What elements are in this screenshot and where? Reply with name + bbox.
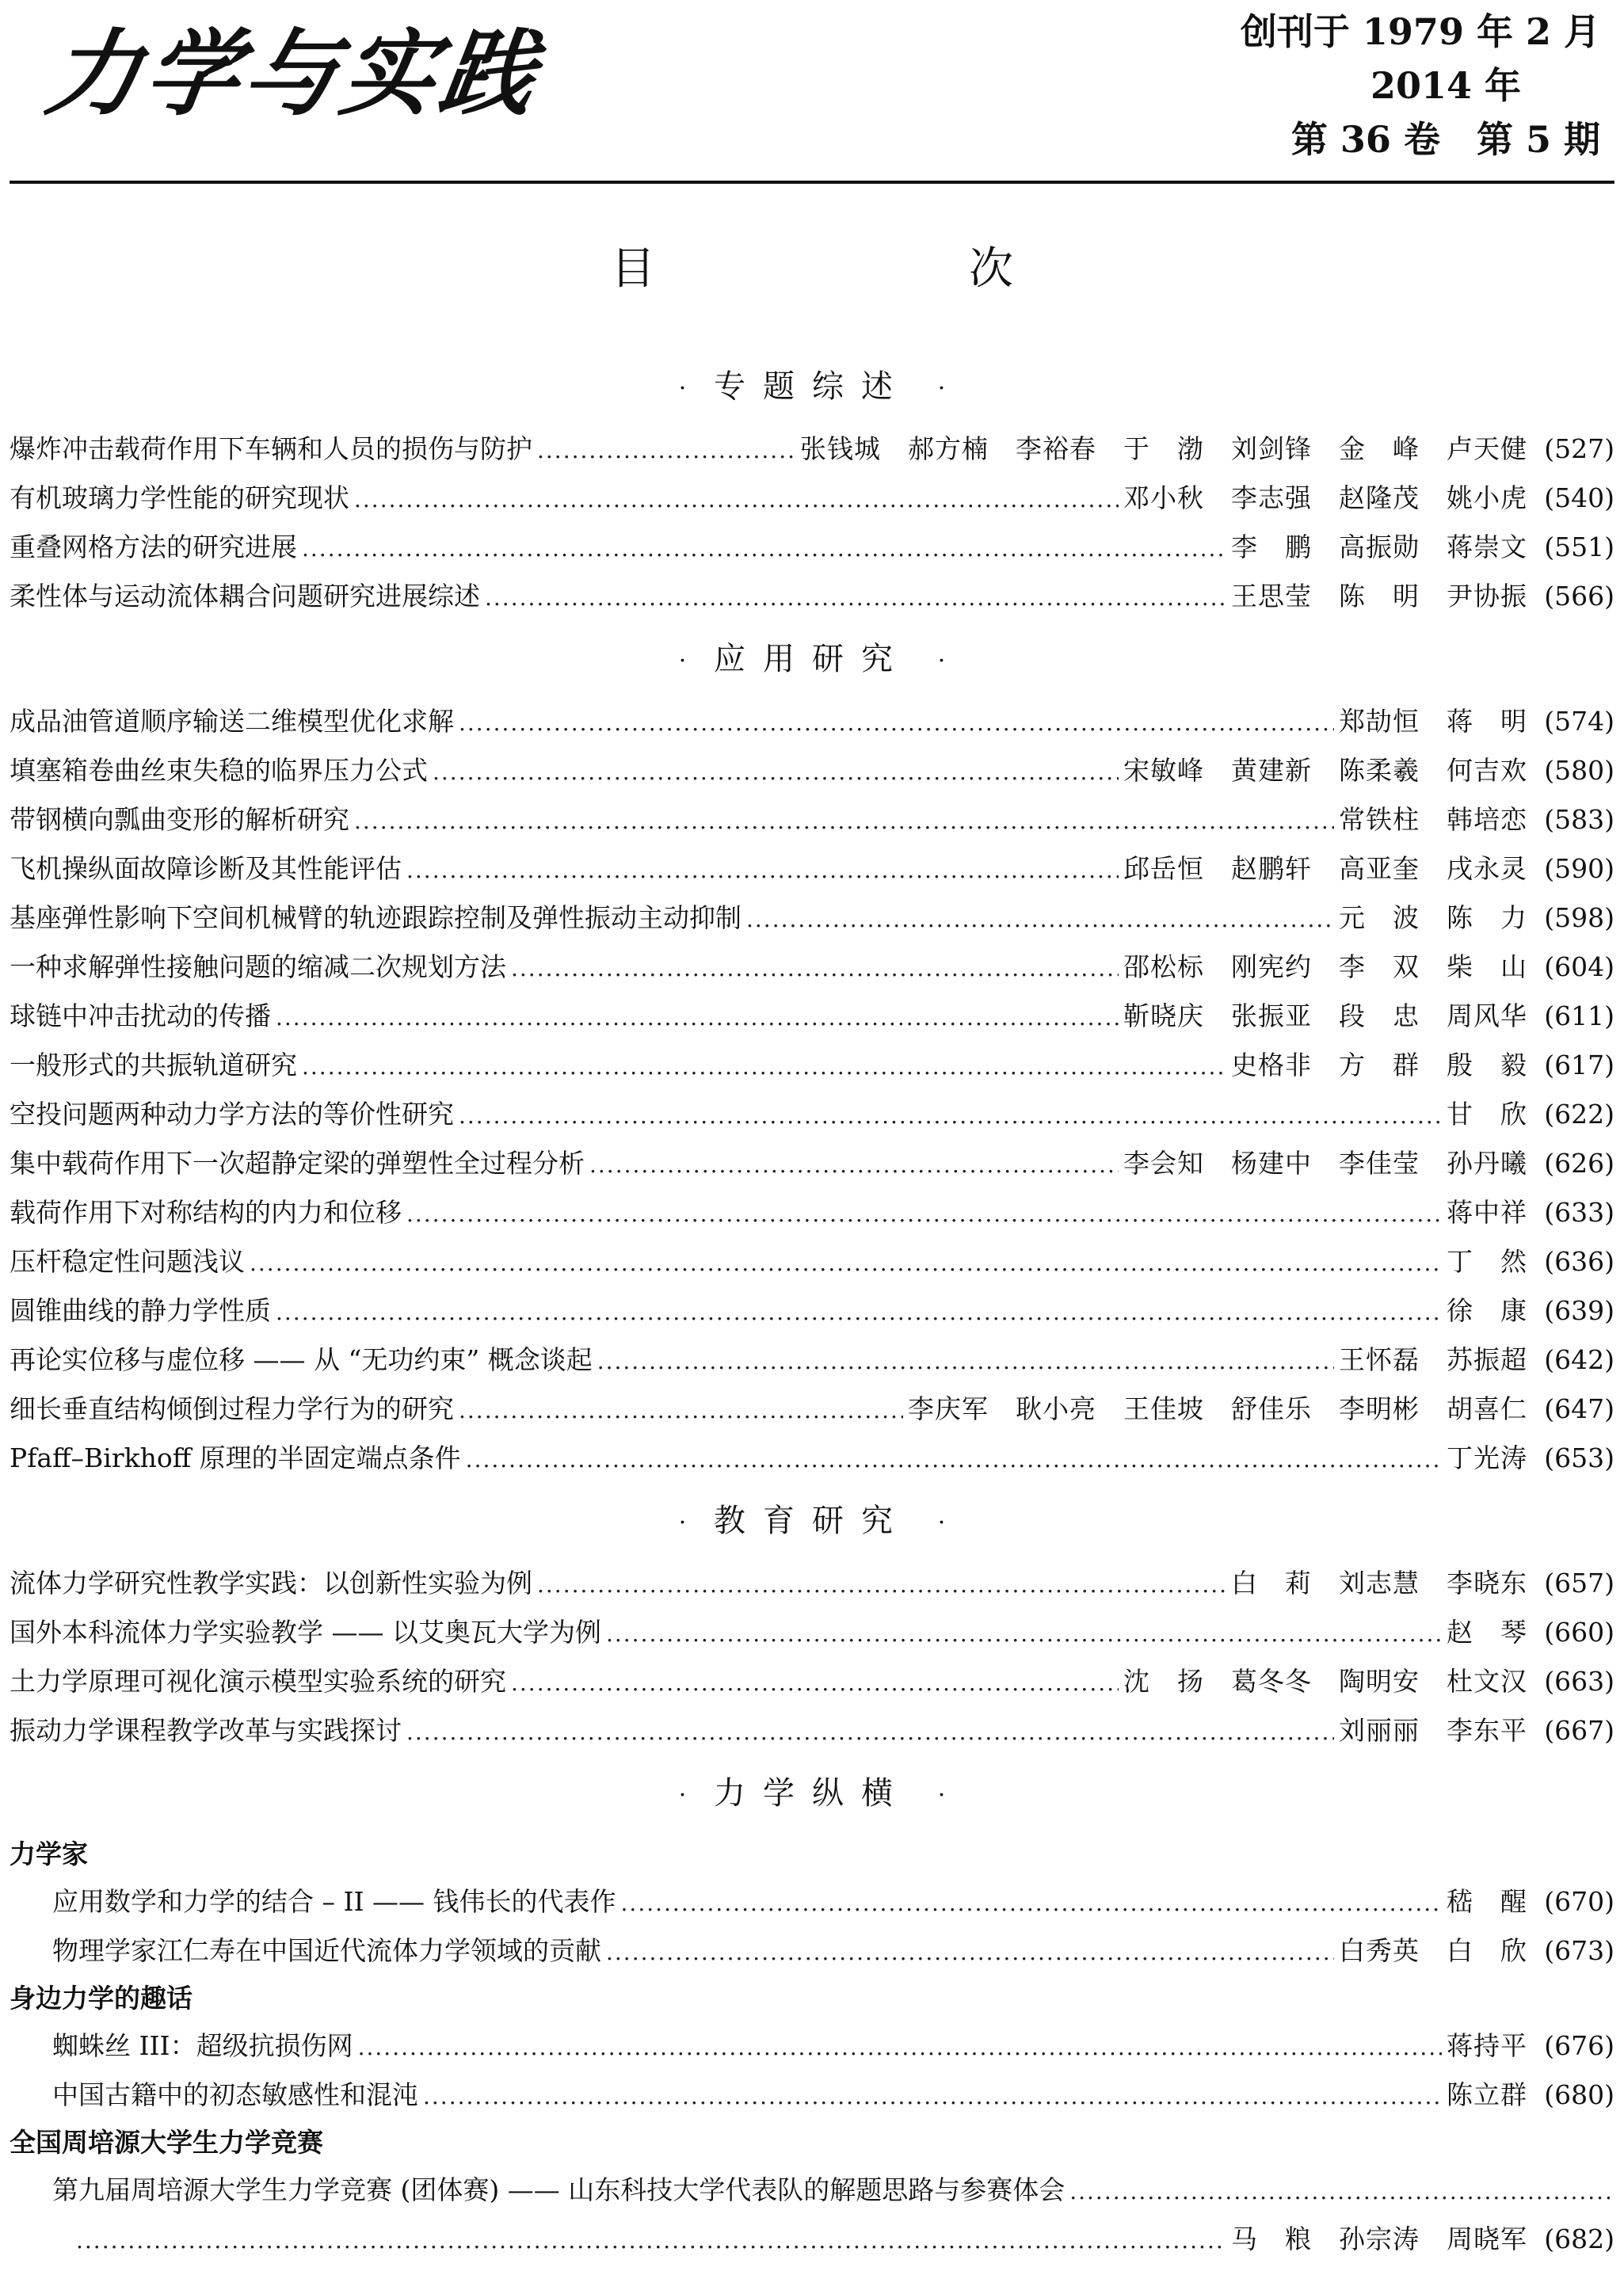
article-title: 重叠网格方法的研究进展: [10, 532, 297, 562]
article-title: 飞机操纵面故障诊断及其性能评估: [10, 853, 402, 884]
toc-entry[interactable]: [10, 2166, 1614, 2215]
article-title: 中国古籍中的初态敏感性和混沌: [52, 2079, 418, 2110]
article-authors: 李会知 杨建中 李佳莹 孙丹曦: [1123, 1148, 1527, 1179]
article-title: 压杆稳定性问题浅议: [10, 1246, 245, 1277]
toc-entry[interactable]: [10, 795, 1614, 844]
article-title: 应用数学和力学的结合 – II —— 钱伟长的代表作: [52, 1886, 616, 1917]
volume-issue: 第 36 卷 第 5 期: [1290, 118, 1600, 161]
article-title: 爆炸冲击载荷作用下车辆和人员的损伤与防护: [10, 433, 532, 464]
article-authors: 蒋中祥: [1447, 1197, 1527, 1228]
page-number: (642): [1544, 1344, 1614, 1375]
section-heading-perspectives: · 力学纵横 ·: [678, 1775, 946, 1812]
article-authors: 郑劼恒 蒋 明: [1339, 706, 1527, 737]
article-authors: 马 粮 孙宗涛 周晓军: [1231, 2224, 1527, 2254]
leader-dots: [459, 699, 1334, 748]
toc-entry[interactable]: [10, 2022, 1614, 2071]
toc-entry[interactable]: [10, 992, 1614, 1041]
toc-title: 目 次: [611, 243, 1148, 295]
toc-entry[interactable]: [10, 1657, 1614, 1706]
page-number: (636): [1544, 1246, 1614, 1277]
page-number: (580): [1544, 755, 1614, 786]
article-authors: 邓小秋 李志强 赵隆茂 姚小虎: [1123, 482, 1527, 513]
article-authors: 张钱城 郝方楠 李裕春 于 渤 刘剑锋 金 峰 卢天健: [800, 433, 1527, 464]
toc-entry[interactable]: [10, 943, 1614, 992]
toc-entry[interactable]: [10, 894, 1614, 943]
article-title: 国外本科流体力学实验教学 —— 以艾奥瓦大学为例: [10, 1617, 601, 1648]
article-authors: 邵松标 刚宪约 李 双 柴 山: [1123, 951, 1527, 982]
page-number: (566): [1544, 581, 1614, 612]
article-authors: 王思莹 陈 明 尹协振: [1231, 581, 1527, 612]
leader-dots: [459, 1092, 1442, 1141]
page-number: (540): [1544, 482, 1614, 513]
header-divider: [10, 181, 1614, 184]
leader-dots: [466, 1435, 1442, 1484]
toc-entry[interactable]: [10, 844, 1614, 894]
page-number: (611): [1544, 1000, 1614, 1031]
article-title: 圆锥曲线的静力学性质: [10, 1295, 271, 1326]
page-number: (574): [1544, 706, 1614, 737]
toc-entry[interactable]: [10, 425, 1614, 474]
leader-dots: [423, 2072, 1442, 2121]
leader-dots: [537, 426, 795, 475]
article-title: 再论实位移与虚位移 —— 从 “无功约束” 概念谈起: [10, 1344, 593, 1375]
page-number: (604): [1544, 951, 1614, 982]
article-authors: 蒋持平: [1447, 2030, 1527, 2061]
leader-dots: [511, 1659, 1119, 1708]
article-title: 基座弹性影响下空间机械臂的轨迹跟踪控制及弹性振动主动抑制: [10, 902, 741, 933]
leader-dots: [589, 1141, 1119, 1190]
article-authors: 徐 康: [1447, 1295, 1527, 1326]
article-title: 载荷作用下对称结构的内力和位移: [10, 1197, 402, 1228]
toc-entry[interactable]: [10, 1706, 1614, 1755]
article-authors: 邱岳恒 赵鹏轩 高亚奎 戌永灵: [1123, 853, 1527, 884]
article-authors: 丁 然: [1447, 1246, 1527, 1277]
toc-entry[interactable]: [10, 1336, 1614, 1385]
leader-dots: [511, 944, 1119, 993]
article-title: 柔性体与运动流体耦合问题研究进展综述: [10, 581, 480, 612]
page-number: (647): [1544, 1393, 1614, 1424]
page-number: (670): [1544, 1886, 1614, 1917]
page-number: (682): [1544, 2224, 1614, 2254]
article-authors: 白秀英 白 欣: [1339, 1935, 1527, 1966]
toc-entry[interactable]: [10, 1090, 1614, 1139]
page-number: (657): [1544, 1568, 1614, 1599]
page-number: (626): [1544, 1148, 1614, 1179]
publication-info: [1241, 5, 1600, 166]
article-authors: 靳晓庆 张振亚 段 忠 周风华: [1123, 1000, 1527, 1031]
article-authors: 刘丽丽 李东平: [1339, 1715, 1527, 1746]
article-title: 有机玻璃力学性能的研究现状: [10, 482, 349, 513]
toc-entry[interactable]: [10, 697, 1614, 746]
page-number: (673): [1544, 1935, 1614, 1966]
page-number: (639): [1544, 1295, 1614, 1326]
article-authors: 赵 琴: [1447, 1617, 1527, 1648]
article-title: 带钢横向瓢曲变形的解析研究: [10, 804, 349, 835]
page-number: (583): [1544, 804, 1614, 835]
leader-dots: [276, 993, 1119, 1042]
toc-entry[interactable]: [10, 1286, 1614, 1336]
leader-dots: [406, 1190, 1442, 1239]
page-number: (633): [1544, 1197, 1614, 1228]
article-authors: 丁光涛: [1447, 1442, 1527, 1473]
page-number: (551): [1544, 532, 1614, 562]
article-authors: 甘 欣: [1447, 1099, 1527, 1130]
article-title: 第九届周培源大学生力学竞赛 (团体赛) —— 山东科技大学代表队的解题思路与参赛体会: [52, 2174, 1066, 2205]
article-title: 集中载荷作用下一次超静定梁的弹塑性全过程分析: [10, 1148, 585, 1179]
article-title: 蜘蛛丝 III：超级抗损伤网: [52, 2030, 353, 2061]
table-of-contents: [10, 349, 1614, 2264]
article-authors: 史格非 方 群 殷 毅: [1231, 1050, 1527, 1080]
toc-entry[interactable]: [10, 746, 1614, 795]
leader-dots: [354, 475, 1119, 524]
toc-entry[interactable]: [10, 1559, 1614, 1608]
article-authors: 宋敏峰 黄建新 陈柔羲 何吉欢: [1123, 755, 1527, 786]
article-title: 土力学原理可视化演示模型实验系统的研究: [10, 1666, 506, 1697]
toc-entry[interactable]: [10, 1434, 1614, 1483]
article-authors: 元 波 陈 力: [1339, 902, 1527, 933]
leader-dots: [302, 1042, 1226, 1092]
page-number: (622): [1544, 1099, 1614, 1130]
page-number: (667): [1544, 1715, 1614, 1746]
article-authors: 陈立群: [1447, 2079, 1527, 2110]
article-title: 球链中冲击扰动的传播: [10, 1000, 271, 1031]
article-authors: 李庆军 耿小亮 王佳坡 舒佳乐 李明彬 胡喜仁: [908, 1393, 1527, 1424]
leader-dots: [621, 1879, 1442, 1928]
article-authors: 王怀磊 苏振超: [1339, 1344, 1527, 1375]
founded-date: 创刊于 1979 年 2 月: [1240, 10, 1600, 53]
issue-year: 2014 年: [1370, 64, 1521, 107]
toc-entry[interactable]: [10, 1237, 1614, 1286]
section-heading-applied: · 应用研究 ·: [678, 641, 946, 677]
article-title: 空投问题两种动力学方法的等价性研究: [10, 1099, 454, 1130]
subsection-heading: 身边力学的趣话: [10, 1983, 193, 2014]
page-number: (676): [1544, 2030, 1614, 2061]
page-number: (590): [1544, 853, 1614, 884]
article-authors: 白 莉 刘志慧 李晓东: [1231, 1568, 1527, 1599]
leader-dots: [606, 1928, 1334, 1977]
subsection-heading: 力学家: [10, 1839, 88, 1869]
leader-dots: [76, 2216, 1226, 2265]
toc-entry[interactable]: [10, 1139, 1614, 1188]
toc-entry[interactable]: [10, 572, 1614, 621]
leader-dots: [537, 1560, 1226, 1610]
article-authors: 沈 扬 葛冬冬 陶明安 杜文汉: [1123, 1666, 1527, 1697]
subsection-heading: 全国周培源大学生力学竞赛: [10, 2127, 323, 2158]
article-title: 一种求解弹性接触问题的缩减二次规划方法: [10, 951, 506, 982]
journal-logo: 力学与实践: [40, 18, 547, 128]
toc-entry[interactable]: [10, 1608, 1614, 1657]
page-number: (653): [1544, 1442, 1614, 1473]
article-title: 流体力学研究性教学实践：以创新性实验为例: [10, 1568, 532, 1599]
toc-entry-continued[interactable]: [10, 2215, 1614, 2264]
toc-entry[interactable]: [10, 474, 1614, 523]
leader-dots: [358, 2023, 1442, 2072]
article-title: 物理学家江仁寿在中国近代流体力学领域的贡献: [52, 1935, 601, 1966]
article-title: Pfaff–Birkhoff 原理的半固定端点条件: [10, 1442, 461, 1473]
leader-dots: [746, 895, 1334, 944]
leader-dots: [276, 1288, 1442, 1337]
leader-dots: [606, 1610, 1442, 1659]
leader-dots: [459, 1386, 903, 1435]
leader-dots: [485, 574, 1226, 623]
toc-entry[interactable]: [10, 1385, 1614, 1434]
leader-dots: [406, 1708, 1334, 1757]
leader-dots: [433, 748, 1119, 797]
toc-entry[interactable]: [10, 1188, 1614, 1237]
toc-entry[interactable]: [10, 1926, 1614, 1976]
section-heading-education: · 教育研究 ·: [678, 1503, 946, 1539]
leader-dots: [1069, 2167, 1610, 2216]
page-number: (660): [1544, 1617, 1614, 1648]
article-authors: 常铁柱 韩培恋: [1339, 804, 1527, 835]
leader-dots: [406, 846, 1119, 895]
leader-dots: [250, 1239, 1442, 1288]
article-title: 细长垂直结构倾倒过程力学行为的研究: [10, 1393, 454, 1424]
page-number: (663): [1544, 1666, 1614, 1697]
section-heading-review: · 专题综述 ·: [678, 368, 946, 405]
page-number: (617): [1544, 1050, 1614, 1080]
leader-dots: [302, 524, 1226, 574]
article-authors: 李 鹏 高振勋 蒋崇文: [1231, 532, 1527, 562]
toc-entry[interactable]: [10, 523, 1614, 572]
article-authors: 嵇 醒: [1447, 1886, 1527, 1917]
article-title: 成品油管道顺序输送二维模型优化求解: [10, 706, 454, 737]
page-number: (527): [1544, 433, 1614, 464]
article-title: 振动力学课程教学改革与实践探讨: [10, 1715, 402, 1746]
leader-dots: [597, 1337, 1334, 1386]
article-title: 填塞箱卷曲丝束失稳的临界压力公式: [10, 755, 428, 786]
page-number: (680): [1544, 2079, 1614, 2110]
toc-entry[interactable]: [10, 2071, 1614, 2120]
leader-dots: [354, 797, 1334, 846]
article-title: 一般形式的共振轨道研究: [10, 1050, 297, 1080]
toc-entry[interactable]: [10, 1877, 1614, 1926]
page-number: (598): [1544, 902, 1614, 933]
toc-entry[interactable]: [10, 1041, 1614, 1090]
